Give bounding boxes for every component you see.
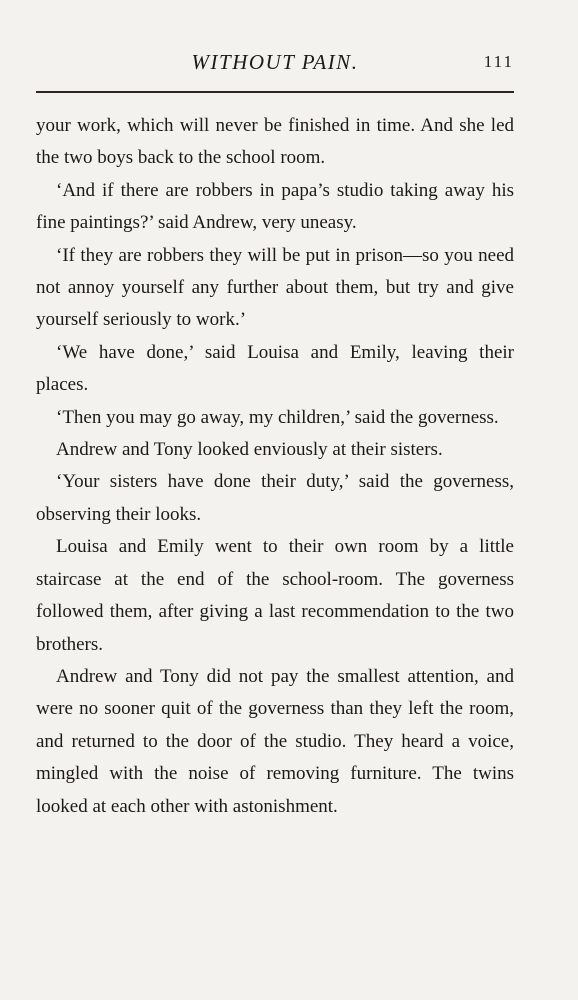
paragraph-7: ‘Your sisters have done their duty,’ said the governess, observing their looks.: [36, 471, 514, 525]
body-text: [36, 110, 514, 823]
paragraph-6: Andrew and Tony looked enviously at their sisters.: [56, 439, 443, 461]
page-number: 111: [483, 52, 514, 71]
paragraph-1: your work, which will never be finished in time. And she led the two boys back to the school room.: [36, 115, 514, 169]
paragraph-8: Louisa and Emily went to their own room by a little staircase at the end of the school-room. The governess followed them, after giving a last recommendation to the two brothers.: [36, 536, 514, 655]
running-title: WITHOUT PAIN.: [191, 50, 359, 74]
paragraph-4: ‘We have done,’ said Louisa and Emily, leaving their places.: [36, 341, 514, 396]
running-head: [36, 50, 514, 80]
header-rule: [36, 91, 514, 93]
paragraph-5: ‘Then you may go away, my children,’ said the governess.: [56, 406, 499, 428]
paragraph-2: ‘And if there are robbers in papa’s studio taking away his fine paintings?’ said Andrew, very uneasy.: [36, 179, 514, 234]
paragraph-3: ‘If they are robbers they will be put in prison—so you need not annoy yourself any further about them, but try and give yourself seriously to work.’: [36, 244, 514, 331]
paragraph-9: Andrew and Tony did not pay the smallest attention, and were no sooner quit of the governess than they left the room, and returned to the door of the studio. They heard a voice, mingled with the noise of removing furniture. The twins looked at each other with astonishment.: [36, 665, 514, 817]
